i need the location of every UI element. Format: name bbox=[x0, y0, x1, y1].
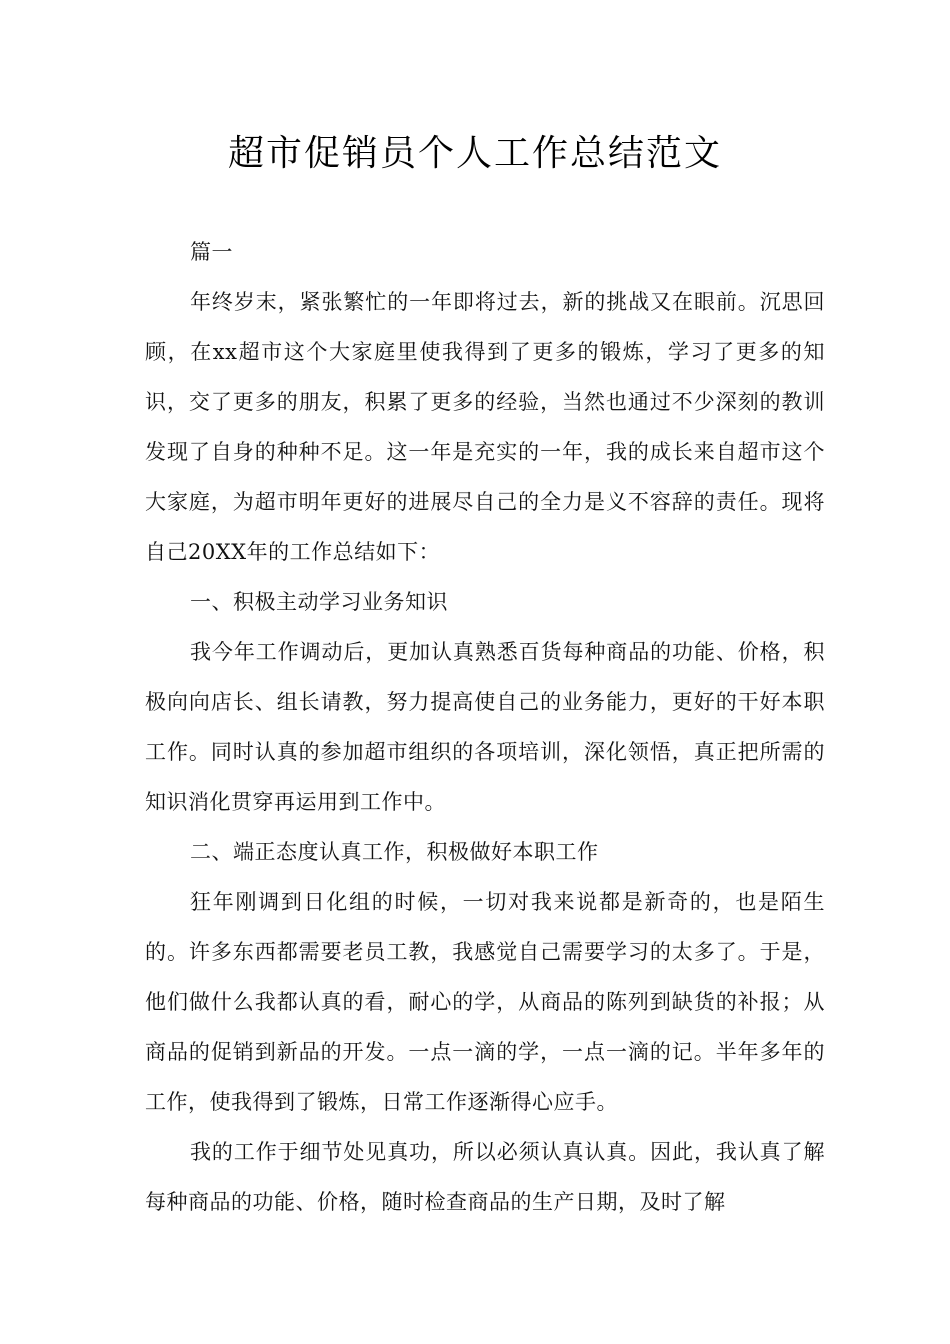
heading-one: 一、积极主动学习业务知识 bbox=[190, 590, 448, 614]
intro-paragraph: 年终岁末，紧张繁忙的一年即将过去，新的挑战又在眼前。沉思回顾，在xx超市这个大家庭里使我得到了更多的锻炼，学习了更多的知识，交了更多的朋友，积累了更多的经验，当然也通过不少深刻的教训发现了自身的种种不足。这一年是充实的一年，我的成长来自超市这个大家庭，为超市明年更好的进展尽自己的全力是义不容辞的责任。现将自己20XX年的工作总结如下： bbox=[145, 290, 825, 564]
section-label: 篇一 bbox=[190, 240, 233, 264]
body-paragraph: 我今年工作调动后，更加认真熟悉百货每种商品的功能、价格，积极向向店长、组长请教，努力提高使自己的业务能力，更好的干好本职工作。同时认真的参加超市组织的各项培训，深化领悟，真正把所需的知识消化贯穿再运用到工作中。 bbox=[145, 640, 825, 814]
document-title: 超市促销员个人工作总结范文 bbox=[227, 133, 722, 174]
body-paragraph: 狂年刚调到日化组的时候，一切对我来说都是新奇的，也是陌生的。许多东西都需要老员工教，我感觉自己需要学习的太多了。于是，他们做什么我都认真的看，耐心的学，从商品的陈列到缺货的补报；从商品的促销到新品的开发。一点一滴的学，一点一滴的记。半年多年的工作，使我得到了锻炼，日常工作逐渐得心应手。 bbox=[145, 890, 825, 1114]
heading-two: 二、端正态度认真工作，积极做好本职工作 bbox=[190, 840, 599, 864]
body-paragraph: 我的工作于细节处见真功，所以必须认真认真。因此，我认真了解每种商品的功能、价格，随时检查商品的生产日期，及时了解 bbox=[145, 1140, 825, 1214]
document-body bbox=[145, 227, 825, 1227]
